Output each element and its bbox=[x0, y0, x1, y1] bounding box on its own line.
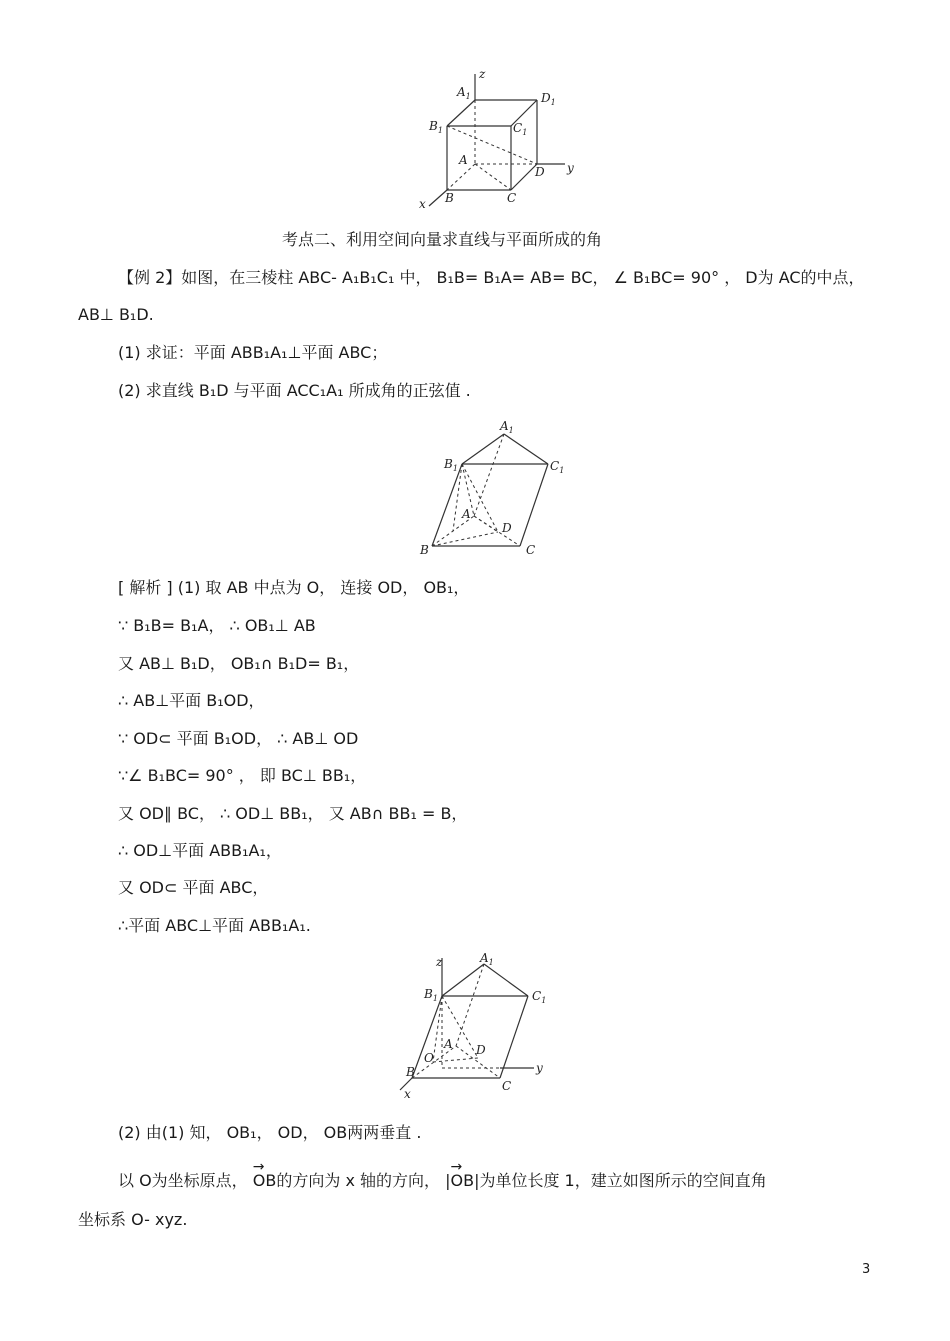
fig1-C-label: C bbox=[507, 191, 517, 205]
solution-line-7: 又 OD∥ BC， ∴ OD⊥ BB₁， 又 AB∩ BB₁ = B， bbox=[118, 804, 468, 823]
fig1-y-label: y bbox=[567, 161, 574, 175]
fig3-B-label: B bbox=[406, 1065, 415, 1079]
solution-line-3: 又 AB⊥ B₁D， OB₁∩ B₁D= B₁， bbox=[118, 654, 360, 673]
part2-line-1: (2) 由(1) 知， OB₁， OD， OB两两垂直 . bbox=[118, 1123, 422, 1142]
solution-line-2: ∵ B₁B= B₁A， ∴ OB₁⊥ AB bbox=[118, 616, 316, 635]
solution-line-10: ∴平面 ABC⊥平面 ABB₁A₁. bbox=[118, 916, 311, 935]
vector-ob-magnitude: → OB bbox=[450, 1171, 474, 1191]
part2-line-2: 以 O为坐标原点， → OB的方向为 x 轴的方向， |→ OB|为单位长度 1，建立如图所示的空间直角 bbox=[118, 1171, 767, 1191]
question-1: (1) 求证：平面 ABB₁A₁⊥平面 ABC； bbox=[118, 343, 388, 362]
fig3-x-label: x bbox=[404, 1087, 411, 1100]
fig3-y-label: y bbox=[536, 1061, 543, 1075]
prism-coordinate-figure bbox=[398, 950, 558, 1100]
part2-line-3: 坐标系 O- xyz. bbox=[78, 1210, 188, 1229]
question-2: (2) 求直线 B₁D 与平面 ACC₁A₁ 所成角的正弦值 . bbox=[118, 381, 471, 400]
fig3-C1-label: $C_1$ bbox=[532, 989, 547, 1005]
fig3-C-label: C bbox=[502, 1079, 512, 1093]
vector-ob: → OB bbox=[253, 1171, 277, 1191]
fig3-O-label: O bbox=[424, 1051, 434, 1065]
fig3-D-label: D bbox=[476, 1043, 486, 1057]
fig3-z-label: z bbox=[436, 955, 443, 969]
example-statement-cont: AB⊥ B₁D. bbox=[78, 305, 154, 324]
fig1-B-label: B bbox=[445, 191, 454, 205]
fig1-B1-label: $B_1$ bbox=[429, 119, 443, 135]
fig3-B1-label: $B_1$ bbox=[424, 987, 438, 1003]
fig2-C1-label: $C_1$ bbox=[550, 459, 565, 475]
fig2-B1-label: $B_1$ bbox=[444, 457, 458, 473]
solution-line-4: ∴ AB⊥平面 B₁OD， bbox=[118, 691, 265, 710]
fig1-D-label: D bbox=[535, 165, 545, 179]
fig1-z-label: z bbox=[479, 68, 486, 81]
fig2-D-label: D bbox=[502, 521, 512, 535]
fig1-D1-label: $D_1$ bbox=[541, 91, 556, 107]
fig3-A-label: A bbox=[444, 1037, 453, 1051]
fig1-A1-label: $A_1$ bbox=[457, 85, 471, 101]
fig1-C1-label: $C_1$ bbox=[513, 121, 528, 137]
solution-line-5: ∵ OD⊂ 平面 B₁OD， ∴ AB⊥ OD bbox=[118, 729, 359, 748]
fig2-C-label: C bbox=[526, 543, 536, 557]
fig2-A-label: A bbox=[462, 507, 471, 521]
prism-figure bbox=[418, 418, 578, 560]
fig2-A1-label: $A_1$ bbox=[500, 419, 514, 435]
solution-line-6: ∵∠ B₁BC= 90° ， 即 BC⊥ BB₁， bbox=[118, 766, 367, 785]
fig1-x-label: x bbox=[419, 197, 426, 211]
fig3-A1-label: $A_1$ bbox=[480, 951, 494, 967]
fig2-B-label: B bbox=[420, 543, 429, 557]
cube-coordinate-figure bbox=[415, 68, 575, 213]
fig1-A-label: A bbox=[459, 153, 468, 167]
solution-line-1: [ 解析 ] (1) 取 AB 中点为 O， 连接 OD， OB₁， bbox=[118, 578, 470, 597]
section-title: 考点二、利用空间向量求直线与平面所成的角 bbox=[282, 230, 603, 249]
page-number: 3 bbox=[862, 1262, 871, 1277]
example-statement: 【例 2】如图，在三棱柱 ABC- A₁B₁C₁ 中， B₁B= B₁A= AB= BC， ∠ B₁BC= 90° ， D为 AC的中点， bbox=[118, 268, 865, 287]
solution-line-8: ∴ OD⊥平面 ABB₁A₁， bbox=[118, 841, 282, 860]
solution-line-9: 又 OD⊂ 平面 ABC， bbox=[118, 878, 269, 897]
